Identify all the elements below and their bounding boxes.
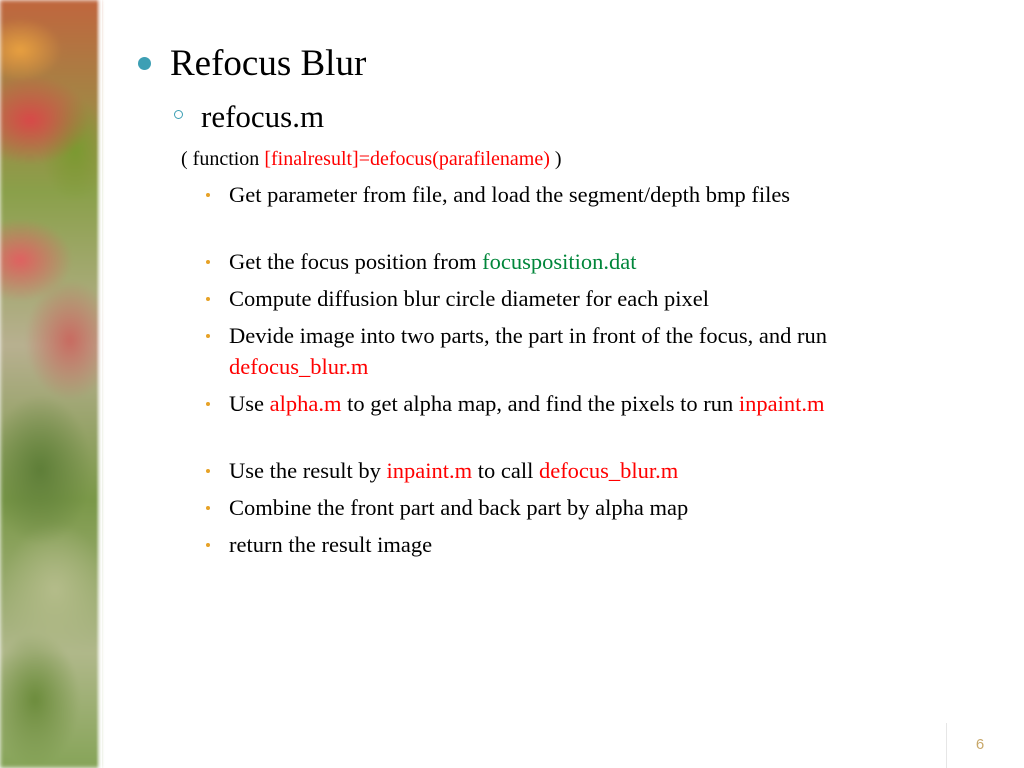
bullet-dot-icon: [138, 57, 151, 70]
file-name: focusposition.dat: [482, 249, 637, 274]
script-name: defocus_blur.m: [538, 458, 679, 483]
bullet-dot-icon: [206, 402, 210, 406]
bullet-dot-icon: [206, 260, 210, 264]
item-text: Use the result by: [229, 458, 387, 483]
script-name: inpaint.m: [386, 458, 473, 483]
list-item: [229, 321, 929, 382]
list-item: [229, 530, 929, 561]
photo-fade-edge: [96, 0, 102, 768]
slide-subtitle: refocus.m: [201, 99, 325, 134]
bullet-dot-icon: [206, 193, 210, 197]
decorative-flower-photo: [0, 0, 100, 768]
slide-number-divider: [946, 723, 947, 768]
list-item: [229, 456, 929, 487]
function-signature: [finalresult]=defocus(parafilename): [264, 148, 550, 170]
slide-title: Refocus Blur: [170, 43, 367, 84]
script-name: defocus_blur.m: [229, 353, 369, 379]
bullet-dot-icon: [206, 506, 210, 510]
list-item: [229, 493, 929, 524]
bullet-dot-icon: [206, 469, 210, 473]
list-item: [229, 247, 929, 278]
script-name: inpaint.m: [738, 391, 825, 416]
item-text: return the result image: [229, 532, 433, 557]
script-name: alpha.m: [269, 391, 342, 416]
item-text: Compute diffusion blur circle diameter for each pixel: [229, 286, 710, 311]
item-text: Get parameter from file, and load the segment/depth bmp files: [229, 182, 791, 207]
item-text: Use: [229, 391, 270, 416]
bullet-dot-icon: [206, 334, 210, 338]
function-signature-line: [181, 146, 562, 172]
function-suffix: ): [549, 148, 562, 170]
item-text: to call: [472, 458, 539, 483]
hollow-bullet-icon: [174, 110, 183, 119]
bullet-dot-icon: [206, 297, 210, 301]
item-text: Get the focus position from: [229, 249, 483, 274]
list-item: [229, 389, 929, 420]
item-text: to get alpha map, and find the pixels to run: [341, 391, 739, 416]
list-item: [229, 180, 929, 211]
bullet-dot-icon: [206, 543, 210, 547]
item-text: Devide image into two parts, the part in front of the focus, and run: [229, 323, 827, 348]
item-text: Combine the front part and back part by alpha map: [229, 495, 689, 520]
function-prefix: ( function: [181, 148, 265, 170]
slide-number: 6: [975, 736, 985, 753]
list-item: [229, 284, 929, 315]
